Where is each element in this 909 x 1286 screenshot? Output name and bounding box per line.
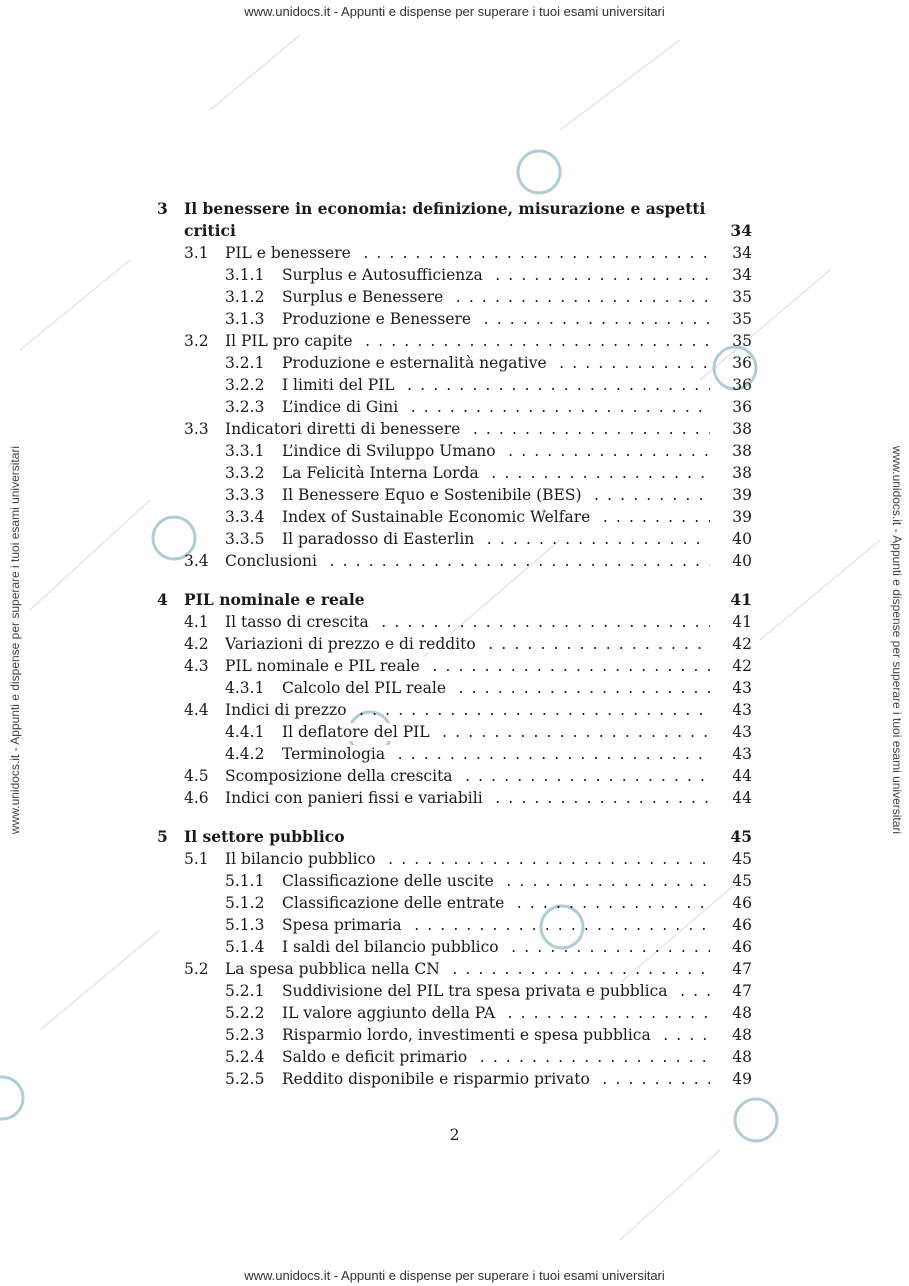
toc-entry[interactable]: 4.3 PIL nominale e PIL reale . . . 42 — [157, 655, 752, 677]
watermark-bottom: www.unidocs.it - Appunti e dispense per superare i tuoi esami universitari — [244, 1268, 665, 1283]
toc-entry[interactable]: 4.4 Indici di prezzo . . . 43 — [157, 699, 752, 721]
toc-entry[interactable]: 3.4 Conclusioni . . . 40 — [157, 550, 752, 572]
toc-entry[interactable]: 5.2.1 Suddivisione del PIL tra spesa privata e pubblica . . . 47 — [157, 980, 752, 1002]
watermark-left: www.unidocs.it - Appunti e dispense per superare i tuoi esami universitari — [8, 445, 22, 835]
toc-chapter-3[interactable]: 3 Il benessere in economia: definizione, misurazione e aspetti — [157, 199, 706, 218]
toc-entry[interactable]: 4.2 Variazioni di prezzo e di reddito . . . 42 — [157, 633, 752, 655]
toc-entry[interactable]: 3.2.1 Produzione e esternalità negative . . . 36 — [157, 352, 752, 374]
toc-entry[interactable]: 5.1.3 Spesa primaria . . . 46 — [157, 914, 752, 936]
toc-entry[interactable]: 3.3.3 Il Benessere Equo e Sostenibile (BES) . . . 39 — [157, 484, 752, 506]
toc-entry[interactable]: 3.2.3 L’indice di Gini . . . 36 — [157, 396, 752, 418]
toc-entry[interactable]: 3.1.3 Produzione e Benessere . . . 35 — [157, 308, 752, 330]
toc-entry[interactable]: 3.3.2 La Felicità Interna Lorda . . . 38 — [157, 462, 752, 484]
toc-entry[interactable]: 3.2 Il PIL pro capite . . . 35 — [157, 330, 752, 352]
toc-entry[interactable]: 3.1.2 Surplus e Benessere . . . 35 — [157, 286, 752, 308]
page-number: 2 — [449, 1126, 460, 1144]
toc-entry[interactable]: 3.3.1 L’indice di Sviluppo Umano . . . 38 — [157, 440, 752, 462]
toc-entry[interactable]: 5.2.3 Risparmio lordo, investimenti e spesa pubblica . . . 48 — [157, 1024, 752, 1046]
toc-entry[interactable]: 4.6 Indici con panieri fissi e variabili . . . 44 — [157, 787, 752, 809]
toc-entry[interactable]: 4.1 Il tasso di crescita . . . 41 — [157, 611, 752, 633]
toc-entry[interactable]: 5.1.4 I saldi del bilancio pubblico . . . 46 — [157, 936, 752, 958]
toc-entry[interactable]: 5.2 La spesa pubblica nella CN . . . 47 — [157, 958, 752, 980]
toc-entry[interactable]: 3.2.2 I limiti del PIL . . . 36 — [157, 374, 752, 396]
toc-entry[interactable]: 4.4.1 Il deflatore del PIL . . . 43 — [157, 721, 752, 743]
toc-entry[interactable]: 3.1 PIL e benessere . . . 34 — [157, 242, 752, 264]
toc-chapter-5[interactable]: 5 Il settore pubblico 45 — [157, 827, 752, 846]
toc-entry[interactable]: 5.1 Il bilancio pubblico . . . 45 — [157, 848, 752, 870]
toc-entry[interactable]: 3.3 Indicatori diretti di benessere . . . 38 — [157, 418, 752, 440]
watermark-top: www.unidocs.it - Appunti e dispense per superare i tuoi esami universitari — [244, 4, 665, 19]
toc-entry[interactable]: 5.1.2 Classificazione delle entrate . . . 46 — [157, 892, 752, 914]
toc-entry[interactable]: 4.5 Scomposizione della crescita . . . 44 — [157, 765, 752, 787]
toc-entry[interactable]: 3.3.5 Il paradosso di Easterlin . . . 40 — [157, 528, 752, 550]
toc-entry[interactable]: 4.4.2 Terminologia . . . 43 — [157, 743, 752, 765]
toc-entry[interactable]: 3.1.1 Surplus e Autosufficienza . . . 34 — [157, 264, 752, 286]
toc-entry[interactable]: 4.3.1 Calcolo del PIL reale . . . 43 — [157, 677, 752, 699]
toc-entry[interactable]: 5.2.2 IL valore aggiunto della PA . . . 48 — [157, 1002, 752, 1024]
toc-chapter-3-cont[interactable]: critici 34 — [184, 221, 752, 240]
toc-chapter-4[interactable]: 4 PIL nominale e reale 41 — [157, 590, 752, 609]
toc-entry[interactable]: 5.1.1 Classificazione delle uscite . . . 45 — [157, 870, 752, 892]
watermark-right: www.unidocs.it - Appunti e dispense per superare i tuoi esami universitari — [890, 445, 904, 835]
toc-entry[interactable]: 3.3.4 Index of Sustainable Economic Welfare . . . 39 — [157, 506, 752, 528]
toc-entry[interactable]: 5.2.5 Reddito disponibile e risparmio privato . . . 49 — [157, 1068, 752, 1090]
toc-entry[interactable]: 5.2.4 Saldo e deficit primario . . . 48 — [157, 1046, 752, 1068]
table-of-contents — [157, 198, 752, 1090]
